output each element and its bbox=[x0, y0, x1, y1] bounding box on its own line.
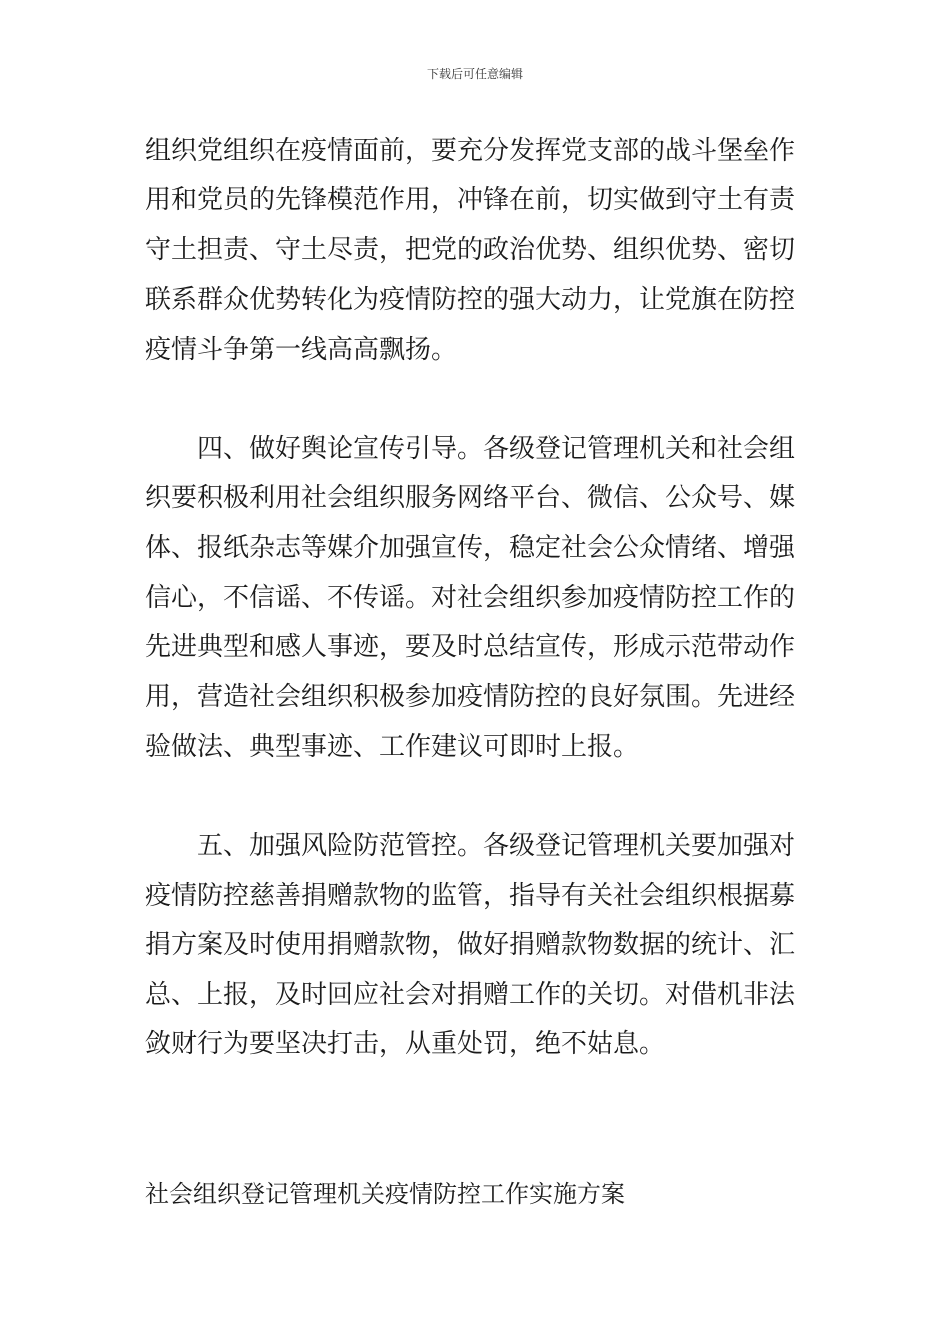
paragraph-line: 信心，不信谣、不传谣。对社会组织参加疫情防控工作的 bbox=[145, 583, 796, 613]
paragraph-line: 敛财行为要坚决打击，从重处罚，绝不姑息。 bbox=[145, 1029, 666, 1059]
page-header-note: 下载后可任意编辑 bbox=[426, 67, 523, 81]
paragraph-line: 组织党组织在疫情面前，要充分发挥党支部的战斗堡垒作 bbox=[145, 136, 796, 166]
paragraph-line: 织要积极利用社会组织服务网络平台、微信、公众号、媒 bbox=[145, 483, 796, 513]
paragraph-line: 五、加强风险防范管控。各级登记管理机关要加强对 bbox=[145, 831, 796, 861]
paragraph-line: 四、做好舆论宣传引导。各级登记管理机关和社会组 bbox=[145, 434, 796, 464]
paragraph-line: 用和党员的先锋模范作用，冲锋在前，切实做到守土有责 bbox=[145, 185, 796, 215]
paragraph-line: 体、报纸杂志等媒介加强宣传，稳定社会公众情绪、增强 bbox=[145, 533, 796, 563]
paragraph-line: 守土担责、守土尽责，把党的政治优势、组织优势、密切 bbox=[145, 235, 796, 265]
document-title: 社会组织登记管理机关疫情防控工作实施方案 bbox=[145, 1180, 625, 1208]
paragraph-line: 联系群众优势转化为疫情防控的强大动力，让党旗在防控 bbox=[145, 285, 796, 315]
paragraph-line: 疫情斗争第一线高高飘扬。 bbox=[145, 335, 458, 365]
paragraph-line: 捐方案及时使用捐赠款物，做好捐赠款物数据的统计、汇 bbox=[145, 930, 796, 960]
paragraph-line: 验做法、典型事迹、工作建议可即时上报。 bbox=[145, 732, 640, 762]
paragraph-line: 总、上报，及时回应社会对捐赠工作的关切。对借机非法 bbox=[145, 980, 796, 1010]
paragraph-line: 用，营造社会组织积极参加疫情防控的良好氛围。先进经 bbox=[145, 682, 796, 712]
paragraph-line: 疫情防控慈善捐赠款物的监管，指导有关社会组织根据募 bbox=[145, 881, 796, 911]
paragraph-line: 先进典型和感人事迹，要及时总结宣传，形成示范带动作 bbox=[145, 632, 796, 662]
